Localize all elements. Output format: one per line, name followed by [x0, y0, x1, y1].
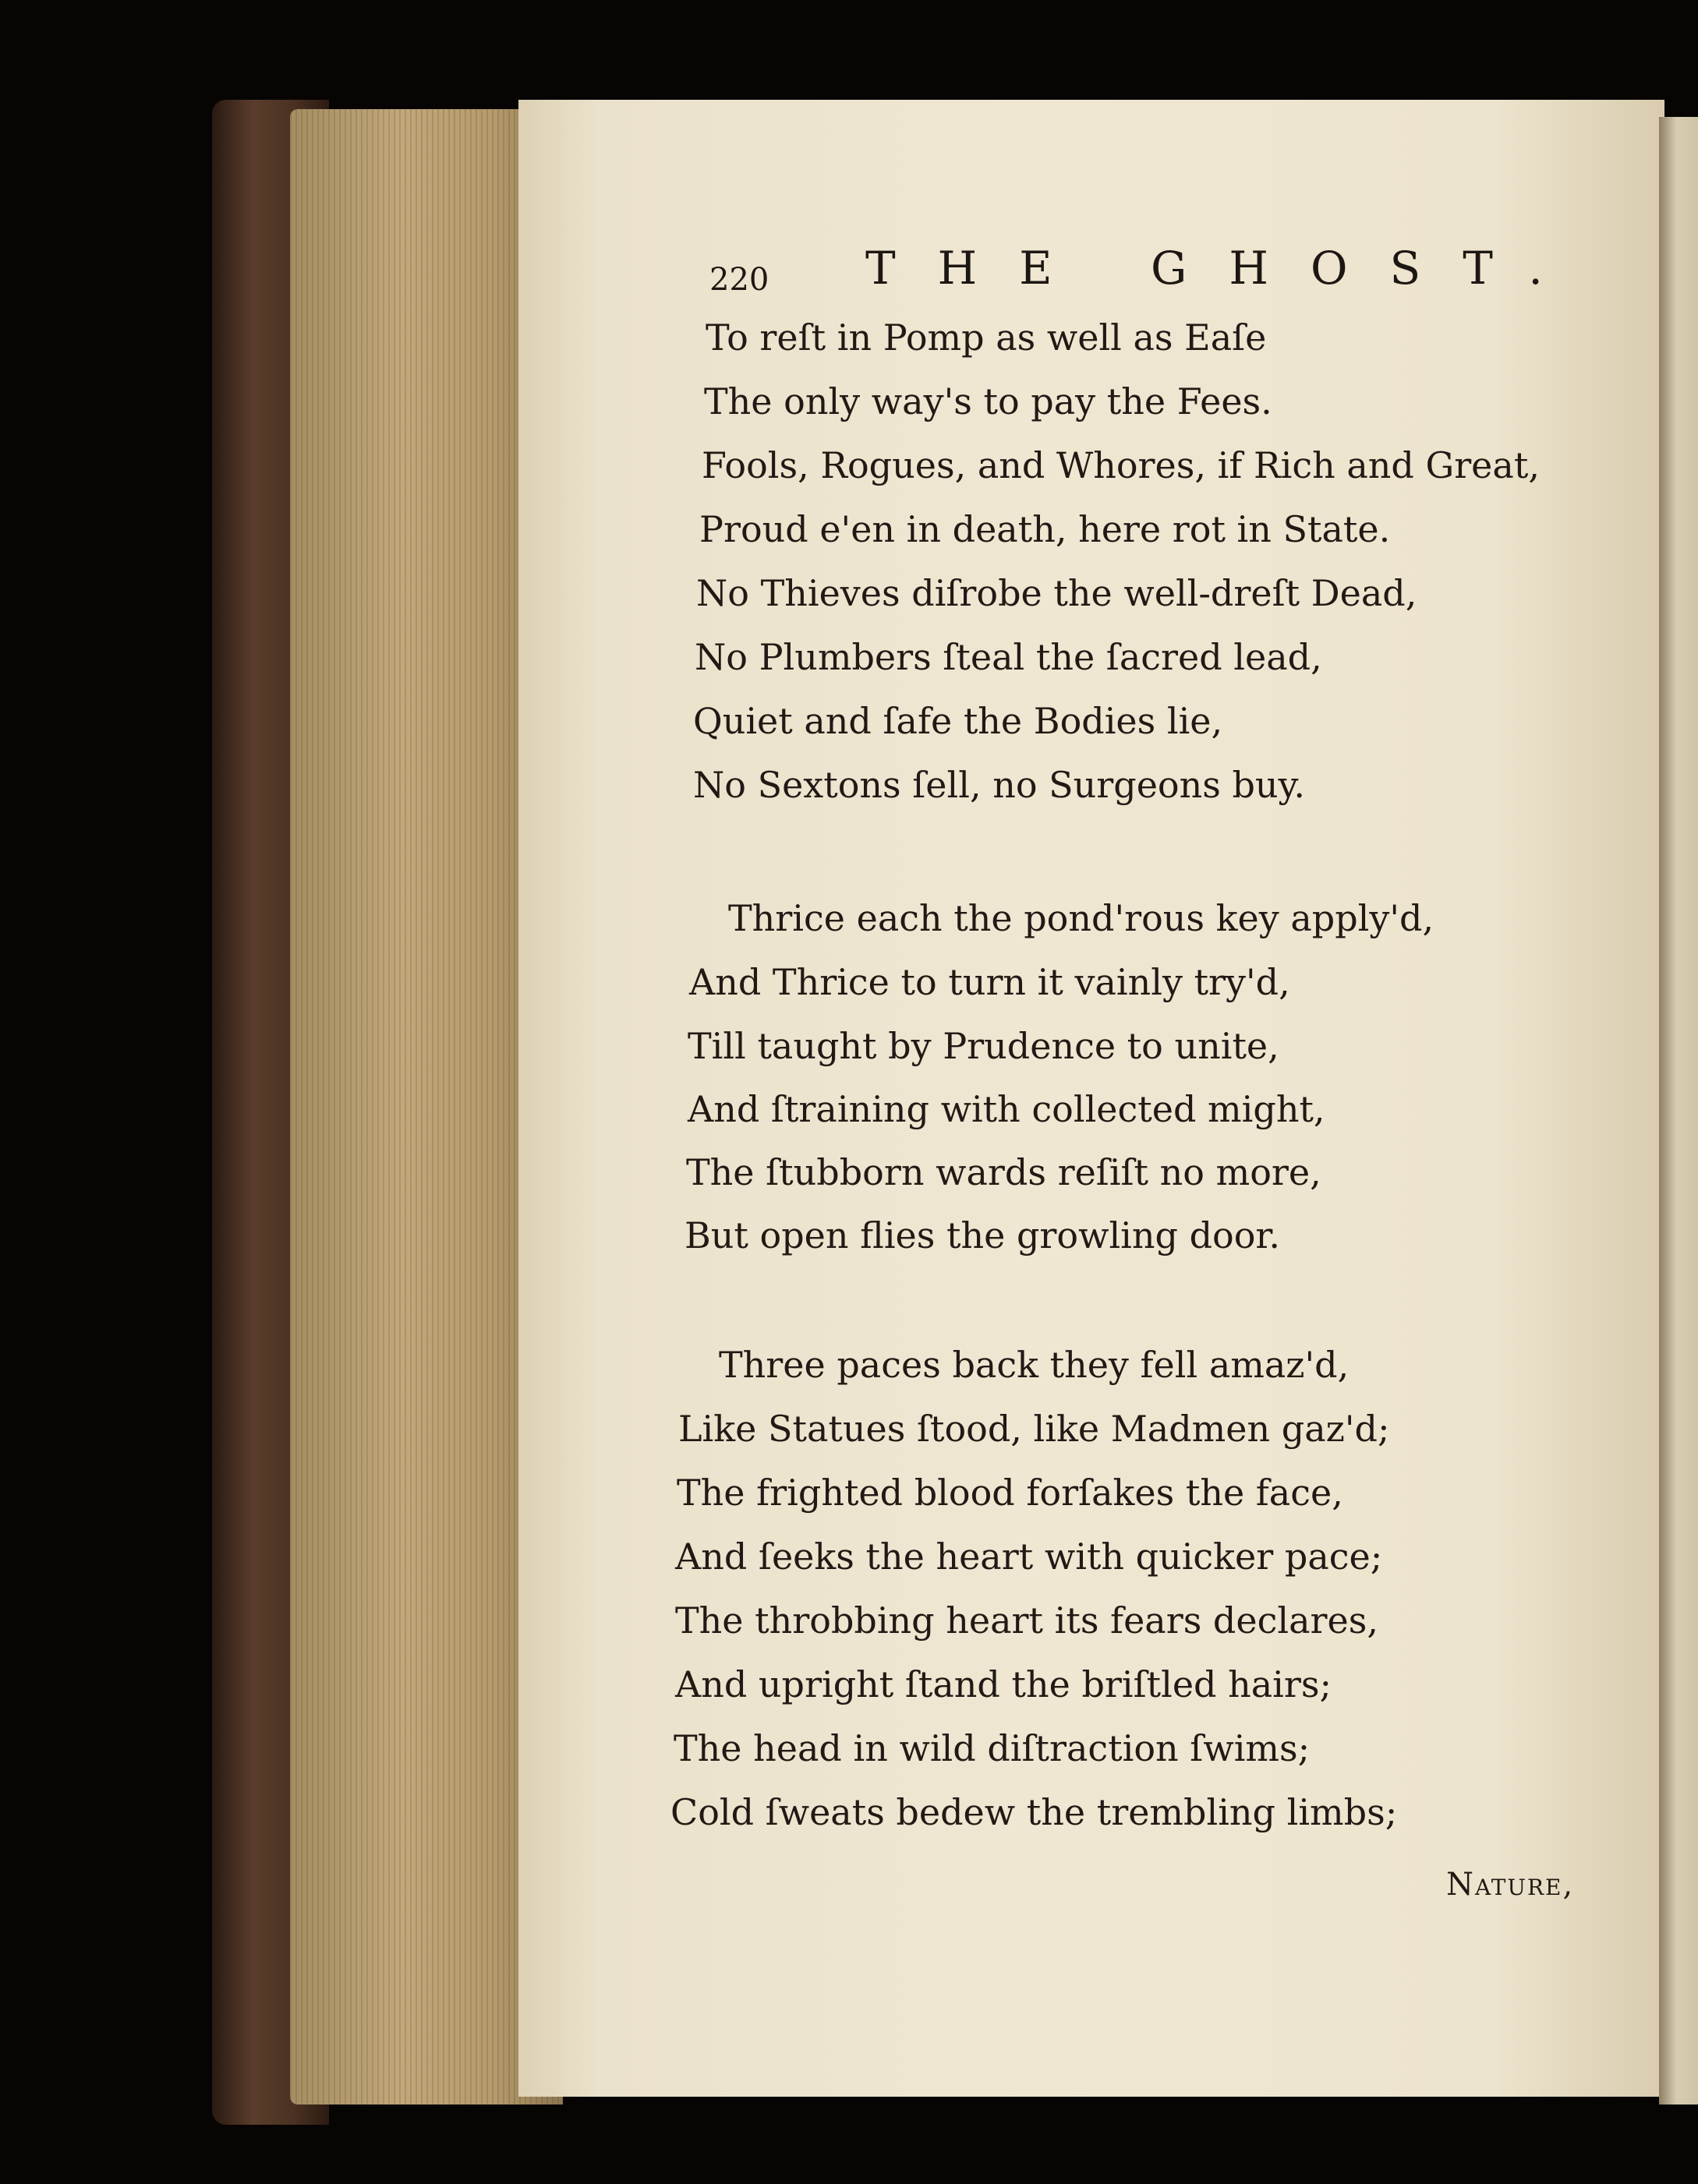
verse-line: No Thieves diſrobe the well-dreſt Dead, — [696, 572, 1417, 614]
verse-line: And upright ſtand the briſtled hairs; — [675, 1663, 1332, 1705]
verse-line: Like Statues ſtood, like Madmen gaz'd; — [678, 1408, 1390, 1450]
verse-line: Three paces back they fell amaz'd, — [719, 1344, 1350, 1386]
verse-line: And ſtraining with collected might, — [688, 1088, 1325, 1130]
page-number: 220 — [709, 262, 769, 298]
verse-line: Till taught by Prudence to unite, — [688, 1025, 1279, 1067]
verse-line: Cold ſweats bedew the trembling limbs; — [670, 1791, 1398, 1833]
verse-line: The only way's to pay the Fees. — [704, 380, 1272, 422]
verse-line: But open flies the growling door. — [685, 1214, 1280, 1256]
running-head — [709, 242, 1585, 312]
verse-line: To reſt in Pomp as well as Eaſe — [706, 316, 1267, 359]
facing-page-edge — [1659, 117, 1698, 2104]
verse-line: No Plumbers ſteal the ſacred lead, — [695, 636, 1322, 678]
verse-line: Quiet and ſafe the Bodies lie, — [693, 700, 1223, 742]
verse-line: The head in wild diſtraction ſwims; — [674, 1727, 1311, 1769]
verse-line: The ſtubborn wards reſiſt no more, — [686, 1151, 1321, 1193]
verse-line: And ſeeks the heart with quicker pace; — [675, 1536, 1383, 1578]
verse-line: No Sextons ſell, no Surgeons buy. — [693, 764, 1306, 806]
verse-line: The throbbing heart its fears declares, — [675, 1599, 1378, 1642]
catchword: Nature, — [1446, 1867, 1575, 1903]
page-title: THE GHOST. — [865, 242, 1585, 295]
verse-line: And Thrice to turn it vainly try'd, — [689, 961, 1290, 1003]
verse-line: The frighted blood forſakes the face, — [677, 1472, 1343, 1514]
verse-line: Fools, Rogues, and Whores, if Rich and Great, — [702, 444, 1540, 486]
verse-line: Thrice each the pond'rous key apply'd, — [728, 897, 1434, 939]
verse-line: Proud e'en in death, here rot in State. — [699, 508, 1391, 550]
